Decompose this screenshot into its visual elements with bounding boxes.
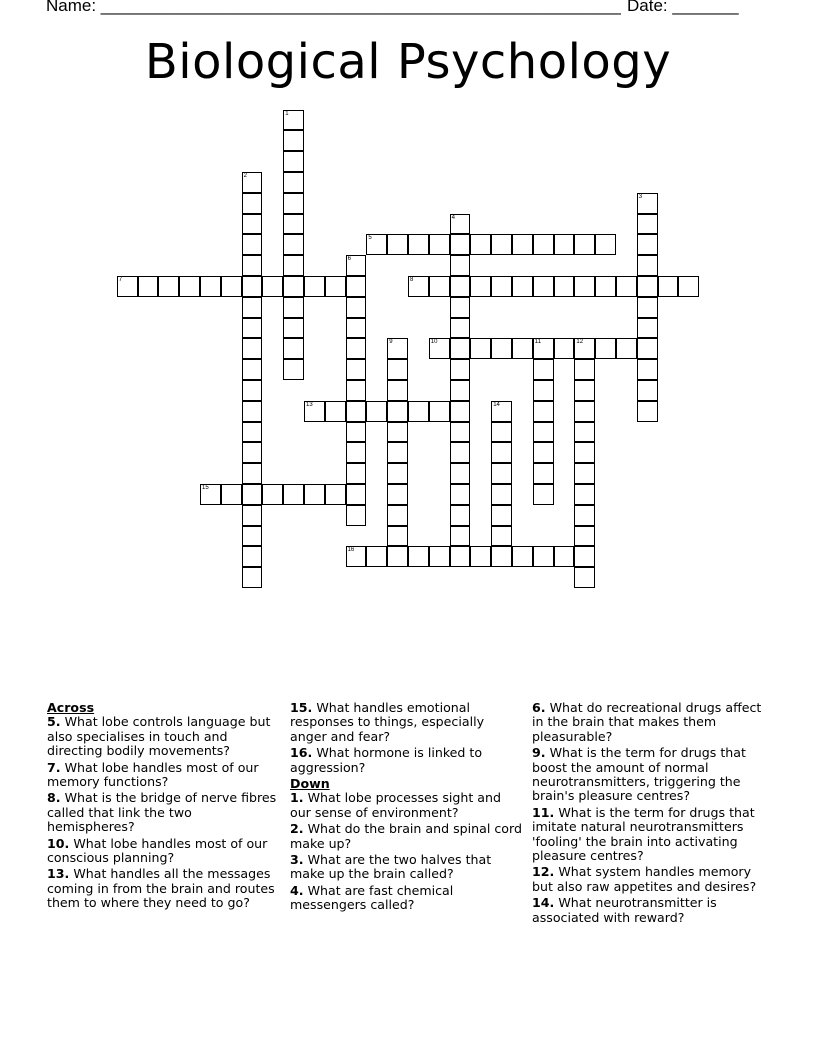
clue-text: What do the brain and spinal cord make up? xyxy=(290,821,522,851)
grid-cell[interactable] xyxy=(533,463,554,484)
clue-label: 8. xyxy=(47,790,61,806)
grid-cell[interactable] xyxy=(387,546,408,567)
grid-cell[interactable] xyxy=(387,234,408,255)
grid-cell[interactable] xyxy=(450,255,471,276)
clue-text: What system handles memory but also raw appetites and desires? xyxy=(532,864,757,894)
clue-label: 3. xyxy=(290,852,304,868)
clue-number: 8 xyxy=(410,277,414,283)
grid-cell[interactable] xyxy=(450,422,471,443)
grid-cell[interactable] xyxy=(387,422,408,443)
grid-cell[interactable] xyxy=(533,442,554,463)
grid-cell[interactable] xyxy=(366,234,387,255)
grid-cell[interactable] xyxy=(346,422,367,443)
grid-cell[interactable] xyxy=(283,338,304,359)
across-clue xyxy=(47,791,283,834)
grid-cell[interactable] xyxy=(450,546,471,567)
grid-cell[interactable] xyxy=(470,338,491,359)
grid-cell[interactable] xyxy=(637,359,658,380)
grid-cell[interactable] xyxy=(387,380,408,401)
grid-cell[interactable] xyxy=(491,442,512,463)
grid-cell[interactable] xyxy=(429,276,450,297)
clue-text: What handles emotional responses to things, especially anger and fear? xyxy=(290,700,485,744)
grid-cell[interactable] xyxy=(242,318,263,339)
grid-cell[interactable] xyxy=(242,505,263,526)
grid-cell[interactable] xyxy=(450,380,471,401)
clue-text: What is the bridge of nerve fibres called that link the two hemispheres? xyxy=(47,790,277,835)
grid-cell[interactable] xyxy=(429,234,450,255)
grid-cell[interactable] xyxy=(158,276,179,297)
across-clue xyxy=(290,701,522,744)
grid-cell[interactable] xyxy=(325,401,346,422)
grid-cell[interactable] xyxy=(242,338,263,359)
grid-cell[interactable] xyxy=(283,214,304,235)
grid-cell[interactable] xyxy=(346,380,367,401)
grid-cell[interactable] xyxy=(262,484,283,505)
clue-text: What are the two halves that make up the brain called? xyxy=(290,852,492,882)
grid-cell[interactable] xyxy=(283,234,304,255)
grid-cell[interactable] xyxy=(574,526,595,547)
grid-cell[interactable] xyxy=(387,442,408,463)
clue-text: What hormone is linked to aggression? xyxy=(290,745,483,775)
grid-cell[interactable] xyxy=(346,297,367,318)
clue-label: 11. xyxy=(532,804,555,820)
clue-label: 1. xyxy=(290,790,304,806)
grid-cell[interactable] xyxy=(450,484,471,505)
grid-cell[interactable] xyxy=(346,505,367,526)
grid-cell[interactable] xyxy=(200,484,221,505)
grid-cell[interactable] xyxy=(512,338,533,359)
grid-cell[interactable] xyxy=(533,484,554,505)
grid-cell[interactable] xyxy=(283,359,304,380)
clue-number: 15 xyxy=(202,485,209,491)
clue-number: 7 xyxy=(118,277,123,283)
across-clue xyxy=(47,837,283,866)
grid-cell[interactable] xyxy=(346,463,367,484)
grid-cell[interactable] xyxy=(429,401,450,422)
grid-cell[interactable] xyxy=(574,401,595,422)
grid-cell[interactable] xyxy=(595,276,616,297)
grid-cell[interactable] xyxy=(179,276,200,297)
grid-cell[interactable] xyxy=(637,401,658,422)
grid-cell[interactable] xyxy=(512,234,533,255)
clue-number: 12 xyxy=(576,339,584,346)
clue-number: 3 xyxy=(638,193,643,200)
grid-cell[interactable] xyxy=(512,546,533,567)
clue-text: What lobe controls language but also specialises in touch and directing bodily movements? xyxy=(47,714,271,759)
grid-cell[interactable] xyxy=(408,276,429,297)
clue-number: 6 xyxy=(347,256,351,263)
grid-cell[interactable] xyxy=(221,484,242,505)
clue-label: 13. xyxy=(47,866,70,882)
grid-cell[interactable] xyxy=(491,338,512,359)
grid-cell[interactable] xyxy=(346,318,367,339)
clue-label: 9. xyxy=(532,745,546,761)
grid-cell[interactable] xyxy=(491,422,512,443)
grid-cell[interactable] xyxy=(283,484,304,505)
clue-label: 6. xyxy=(532,700,546,715)
grid-cell[interactable] xyxy=(533,401,554,422)
grid-cell[interactable] xyxy=(387,463,408,484)
grid-cell[interactable] xyxy=(491,234,512,255)
grid-cell[interactable] xyxy=(242,463,263,484)
grid-cell[interactable] xyxy=(450,463,471,484)
clue-text: What neurotransmitter is associated with reward? xyxy=(532,895,717,925)
grid-cell[interactable] xyxy=(283,130,304,151)
grid-cell[interactable] xyxy=(616,276,637,297)
grid-cell[interactable] xyxy=(387,526,408,547)
grid-cell[interactable] xyxy=(242,567,263,588)
grid-cell[interactable] xyxy=(304,484,325,505)
grid-cell[interactable] xyxy=(658,276,679,297)
clue-label: 2. xyxy=(290,821,304,837)
grid-cell[interactable] xyxy=(533,422,554,443)
grid-cell[interactable] xyxy=(366,546,387,567)
date-field[interactable]: Date: _______ xyxy=(627,0,739,15)
grid-cell[interactable] xyxy=(283,318,304,339)
grid-cell[interactable] xyxy=(637,297,658,318)
grid-cell[interactable] xyxy=(242,234,263,255)
grid-cell[interactable] xyxy=(450,318,471,339)
grid-cell[interactable] xyxy=(637,255,658,276)
down-clue xyxy=(290,791,522,820)
grid-cell[interactable] xyxy=(574,546,595,567)
clue-label: 5. xyxy=(47,714,61,730)
grid-cell[interactable] xyxy=(554,234,575,255)
grid-cell[interactable] xyxy=(574,276,595,297)
grid-cell[interactable] xyxy=(117,276,138,297)
grid-cell[interactable] xyxy=(491,401,512,422)
grid-cell[interactable] xyxy=(366,401,387,422)
grid-cell[interactable] xyxy=(242,193,263,214)
clue-text: What is the term for drugs that boost the amount of normal neurotransmitters, triggering the brain's pleasure centres? xyxy=(532,745,746,804)
grid-cell[interactable] xyxy=(450,234,471,255)
down-clue xyxy=(290,884,522,913)
grid-cell[interactable] xyxy=(346,338,367,359)
grid-cell[interactable] xyxy=(429,338,450,359)
grid-cell[interactable] xyxy=(574,567,595,588)
clue-text: What lobe processes sight and our sense of environment? xyxy=(290,790,501,820)
grid-cell[interactable] xyxy=(574,505,595,526)
grid-cell[interactable] xyxy=(450,338,471,359)
across-heading: Across xyxy=(47,700,95,715)
grid-cell[interactable] xyxy=(346,359,367,380)
grid-cell[interactable] xyxy=(574,234,595,255)
grid-cell[interactable] xyxy=(429,546,450,567)
grid-cell[interactable] xyxy=(283,110,304,131)
grid-cell[interactable] xyxy=(595,338,616,359)
clue-label: 14. xyxy=(532,895,555,911)
grid-cell[interactable] xyxy=(533,359,554,380)
clue-label: 16. xyxy=(290,745,313,761)
grid-cell[interactable] xyxy=(554,276,575,297)
clue-number: 11 xyxy=(534,339,542,346)
grid-cell[interactable] xyxy=(346,484,367,505)
grid-cell[interactable] xyxy=(138,276,159,297)
clue-number: 5 xyxy=(368,235,372,242)
grid-cell[interactable] xyxy=(242,255,263,276)
grid-cell[interactable] xyxy=(678,276,699,297)
grid-cell[interactable] xyxy=(242,172,263,193)
down-heading: Down xyxy=(290,776,330,792)
grid-cell[interactable] xyxy=(533,276,554,297)
across-clue xyxy=(290,746,522,775)
grid-cell[interactable] xyxy=(242,401,263,422)
grid-cell[interactable] xyxy=(450,297,471,318)
down-clue xyxy=(532,865,772,894)
clue-number: 14 xyxy=(493,401,500,408)
grid-cell[interactable] xyxy=(408,234,429,255)
grid-cell[interactable] xyxy=(554,338,575,359)
grid-cell[interactable] xyxy=(574,359,595,380)
grid-cell[interactable] xyxy=(304,401,325,422)
grid-cell[interactable] xyxy=(242,297,263,318)
grid-cell[interactable] xyxy=(554,546,575,567)
grid-cell[interactable] xyxy=(574,338,595,359)
grid-cell[interactable] xyxy=(262,276,283,297)
grid-cell[interactable] xyxy=(242,214,263,235)
clue-number: 10 xyxy=(430,339,438,346)
grid-cell[interactable] xyxy=(491,505,512,526)
grid-cell[interactable] xyxy=(491,484,512,505)
across-clue xyxy=(47,715,283,758)
grid-cell[interactable] xyxy=(450,401,471,422)
grid-cell[interactable] xyxy=(574,442,595,463)
clue-text: What handles all the messages coming in from the brain and routes them to where they need to go? xyxy=(47,866,275,911)
grid-cell[interactable] xyxy=(470,234,491,255)
grid-cell[interactable] xyxy=(283,193,304,214)
grid-cell[interactable] xyxy=(450,526,471,547)
grid-cell[interactable] xyxy=(574,484,595,505)
grid-cell[interactable] xyxy=(242,442,263,463)
grid-cell[interactable] xyxy=(221,276,242,297)
grid-cell[interactable] xyxy=(637,380,658,401)
clue-label: 4. xyxy=(290,882,304,898)
grid-cell[interactable] xyxy=(470,546,491,567)
grid-cell[interactable] xyxy=(387,505,408,526)
page-title: Biological Psychology xyxy=(144,34,672,90)
grid-cell[interactable] xyxy=(346,442,367,463)
grid-cell[interactable] xyxy=(283,255,304,276)
grid-cell[interactable] xyxy=(637,318,658,339)
grid-cell[interactable] xyxy=(408,546,429,567)
down-clue xyxy=(532,896,772,925)
grid-cell[interactable] xyxy=(387,484,408,505)
clues-column-2 xyxy=(290,701,522,915)
grid-cell[interactable] xyxy=(616,338,637,359)
clues-column-1 xyxy=(47,701,283,913)
clue-number: 1 xyxy=(285,110,289,117)
grid-cell[interactable] xyxy=(450,359,471,380)
grid-cell[interactable] xyxy=(325,276,346,297)
grid-cell[interactable] xyxy=(491,463,512,484)
clue-text: What do recreational drugs affect in the brain that makes them pleasurable? xyxy=(532,700,762,744)
grid-cell[interactable] xyxy=(387,338,408,359)
grid-cell[interactable] xyxy=(346,401,367,422)
grid-cell[interactable] xyxy=(304,276,325,297)
name-field[interactable]: Name: _______________________________________________________ xyxy=(46,0,621,15)
across-clue xyxy=(47,867,283,910)
grid-cell[interactable] xyxy=(637,214,658,235)
grid-cell[interactable] xyxy=(637,234,658,255)
clue-number: 4 xyxy=(451,214,455,221)
grid-cell[interactable] xyxy=(450,214,471,235)
grid-cell[interactable] xyxy=(325,484,346,505)
down-clue xyxy=(532,746,772,804)
clue-number: 13 xyxy=(306,401,313,408)
grid-cell[interactable] xyxy=(242,359,263,380)
grid-cell[interactable] xyxy=(637,338,658,359)
grid-cell[interactable] xyxy=(450,505,471,526)
grid-cell[interactable] xyxy=(283,151,304,172)
grid-cell[interactable] xyxy=(512,276,533,297)
grid-cell[interactable] xyxy=(637,276,658,297)
grid-cell[interactable] xyxy=(242,484,263,505)
clue-number: 9 xyxy=(389,339,393,346)
clue-label: 12. xyxy=(532,864,555,880)
grid-cell[interactable] xyxy=(346,546,367,567)
grid-cell[interactable] xyxy=(242,422,263,443)
clue-text: What are fast chemical messengers called? xyxy=(290,882,454,913)
grid-cell[interactable] xyxy=(470,276,491,297)
down-clue xyxy=(532,701,772,744)
clue-text: What lobe handles most of our conscious planning? xyxy=(47,835,268,866)
grid-cell[interactable] xyxy=(242,546,263,567)
down-clue xyxy=(290,853,522,882)
grid-cell[interactable] xyxy=(533,234,554,255)
clue-label: 10. xyxy=(47,835,70,851)
grid-cell[interactable] xyxy=(346,276,367,297)
down-clue xyxy=(290,822,522,851)
grid-cell[interactable] xyxy=(242,526,263,547)
grid-cell[interactable] xyxy=(283,276,304,297)
down-clue xyxy=(532,806,772,864)
grid-cell[interactable] xyxy=(491,276,512,297)
clue-text: What lobe handles most of our memory functions? xyxy=(47,759,259,790)
clue-number: 2 xyxy=(243,173,247,179)
grid-cell[interactable] xyxy=(574,380,595,401)
grid-cell[interactable] xyxy=(346,255,367,276)
clue-label: 15. xyxy=(290,700,313,715)
grid-cell[interactable] xyxy=(637,193,658,214)
across-clue xyxy=(47,761,283,790)
clue-label: 7. xyxy=(47,759,61,775)
grid-cell[interactable] xyxy=(533,338,554,359)
grid-cell[interactable] xyxy=(574,463,595,484)
clue-text: What is the term for drugs that imitate natural neurotransmitters 'fooling' the brain into activating pleasure centres? xyxy=(532,804,755,864)
grid-cell[interactable] xyxy=(242,276,263,297)
grid-cell[interactable] xyxy=(533,380,554,401)
grid-cell[interactable] xyxy=(450,442,471,463)
grid-cell[interactable] xyxy=(408,401,429,422)
clues-column-3 xyxy=(532,701,772,927)
grid-cell[interactable] xyxy=(491,526,512,547)
clue-number: 16 xyxy=(347,547,355,554)
grid-cell[interactable] xyxy=(200,276,221,297)
grid-cell[interactable] xyxy=(533,546,554,567)
grid-cell[interactable] xyxy=(387,359,408,380)
grid-cell[interactable] xyxy=(387,401,408,422)
grid-cell[interactable] xyxy=(491,546,512,567)
grid-cell[interactable] xyxy=(595,234,616,255)
grid-cell[interactable] xyxy=(242,380,263,401)
grid-cell[interactable] xyxy=(450,276,471,297)
grid-cell[interactable] xyxy=(283,297,304,318)
grid-cell[interactable] xyxy=(283,172,304,193)
grid-cell[interactable] xyxy=(574,422,595,443)
